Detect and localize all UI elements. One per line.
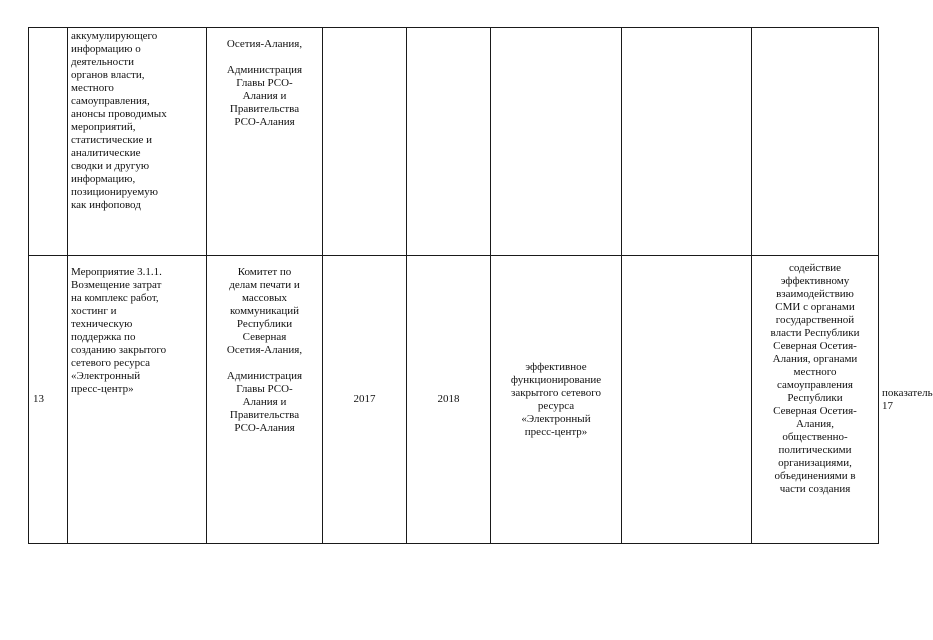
table-row-continued: [29, 28, 879, 256]
text-line: Алания, органами: [772, 353, 858, 365]
text-line: деятельности: [71, 56, 134, 68]
text-line: Главы РСО-: [236, 77, 293, 89]
text-line: организациями,: [778, 457, 852, 469]
cell-executor: [207, 256, 323, 544]
text-line: поддержка по: [71, 331, 136, 343]
text-line: функционирование: [510, 373, 602, 386]
text-line: местного: [793, 366, 837, 378]
text-line: «Электронный: [521, 412, 591, 425]
text-line: Осетия-Алания,: [226, 38, 303, 50]
text-line: коммуникаций: [230, 305, 299, 317]
cell-measure-name: [68, 28, 207, 256]
text-line: самоуправления,: [71, 95, 150, 107]
text-line: части создания: [779, 483, 851, 495]
text-line: государственной: [775, 314, 855, 326]
text-line: закрытого сетевого: [510, 386, 602, 399]
text-line: ресурса: [537, 399, 575, 412]
text-line: Главы РСО-: [236, 383, 293, 395]
text-line: РСО-Алания: [234, 422, 295, 434]
text-line: позиционируемую: [71, 186, 158, 198]
cell-number: 13: [29, 256, 68, 544]
text-line: Администрация: [226, 370, 303, 382]
text-line: информацию о: [71, 43, 141, 55]
text-line: объединениями в: [774, 470, 856, 482]
text-line: сетевого ресурса: [71, 357, 150, 369]
text-line: эффективное: [525, 360, 587, 373]
cell-executor: [207, 28, 323, 256]
text-line: самоуправления: [777, 379, 853, 391]
text-line: политическими: [778, 444, 852, 456]
text-line: Осетия-Алания,: [226, 344, 303, 356]
text-line: «Электронный: [71, 370, 141, 382]
text-line: на комплекс работ,: [71, 292, 159, 304]
cell-consequences: [622, 28, 752, 256]
text-line: органов власти,: [71, 69, 145, 81]
cell-start-year: 2017: [323, 256, 407, 544]
measures-table: [28, 27, 933, 544]
text-line: Комитет по: [237, 266, 292, 278]
text-line: аккумулирующего: [71, 30, 158, 42]
text-line: взаимодействию: [776, 288, 854, 300]
text-line: Северная Осетия-: [773, 340, 857, 352]
text-line: Республики: [236, 318, 293, 330]
cell-relation: [752, 256, 879, 544]
text-line: пресс-центр»: [524, 425, 588, 438]
text-line: Правительства: [229, 103, 300, 115]
cell-start-year: [323, 28, 407, 256]
text-line: Мероприятие 3.1.1.: [71, 266, 162, 278]
text-line: аналитические: [71, 147, 141, 159]
text-line: пресс-центр»: [71, 383, 134, 395]
text-line: Северная: [242, 331, 287, 343]
text-line: делам печати и: [229, 279, 300, 291]
text-line: Возмещение затрат: [71, 279, 162, 291]
text-line: СМИ с органами: [775, 301, 855, 313]
text-line: Северная Осетия-: [773, 405, 857, 417]
text-line: мероприятий,: [71, 121, 136, 133]
text-line: созданию закрытого: [71, 344, 167, 356]
text-line: как инфоповод: [71, 199, 141, 211]
cell-expected-result: [491, 28, 622, 256]
text-line: общественно-: [782, 431, 848, 443]
text-line: Алания,: [796, 418, 834, 430]
table-row: 13 Мероприятие 3.1.1. Возмещение затрат на комплекс работ, хостинг и техническую поддержка по созданию закрытого сетевого ресурса «Электронный пресс-центр» Комитет по делам печати и массовых коммуникаций Республики Северная Осетия-Алания, Администрация Главы РСО- Алания и Правительства РСО-Алания 2017 2018 эффективное функционирование закрытого сетевого ресурса «Электронный пресс-центр» содействие эффективному взаимодействию СМИ с органами государственной власти Республики Северная Осетия- Алания, органами местного самоуправления Республики Северная Осетия- Алания, общественно- политическими организациями, объединениями в части создания показатель 17: [29, 256, 879, 544]
text-line: сводки и другую: [71, 160, 150, 172]
cell-end-year: 2018: [407, 256, 491, 544]
cell-consequences: [622, 256, 752, 544]
text-line: анонсы проводимых: [71, 108, 167, 120]
text-line: Республики: [787, 392, 843, 404]
text-line: массовых: [241, 292, 288, 304]
text-line: статистические и: [71, 134, 153, 146]
text-line: власти Республики: [770, 327, 860, 339]
text-line: Правительства: [229, 409, 300, 421]
text-line: хостинг и: [71, 305, 117, 317]
text-line: эффективному: [780, 275, 850, 287]
text-line: Алания и: [242, 396, 287, 408]
text-line: информацию,: [71, 173, 136, 185]
text-line: Алания и: [242, 90, 287, 102]
text-line: Администрация: [226, 64, 303, 76]
text-line: РСО-Алания: [234, 116, 295, 128]
text-line: содействие: [788, 262, 842, 274]
text-line: техническую: [71, 318, 133, 330]
cell-expected-result: [491, 256, 622, 544]
cell-relation: [752, 28, 879, 256]
cell-measure-name: [68, 256, 207, 544]
text-line: местного: [71, 82, 114, 94]
cell-number: [29, 28, 68, 256]
cell-end-year: [407, 28, 491, 256]
